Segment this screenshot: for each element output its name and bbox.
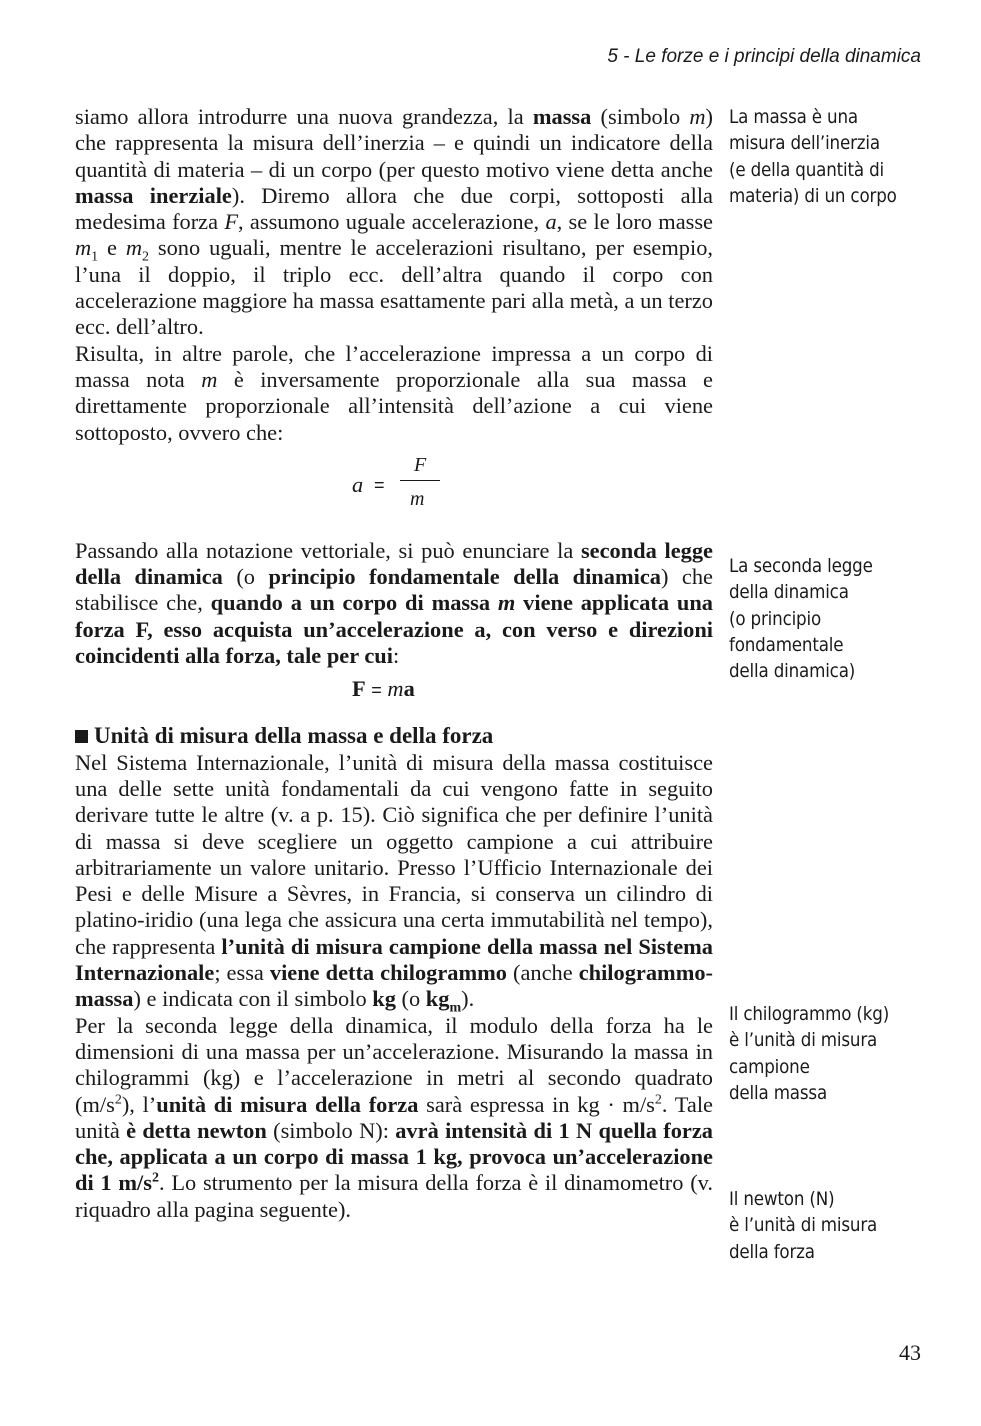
equation-lhs: a [352, 471, 364, 497]
sidenote-line: misura dell’inerzia [729, 132, 880, 155]
sidenote-line: La seconda legge [729, 555, 873, 577]
section-title: Unità di misura della massa e della forza [94, 723, 494, 749]
equation-force: F [352, 676, 366, 702]
equation-acceleration-vector: a [403, 676, 415, 702]
sidenote-mass [729, 104, 923, 209]
sidenote-line: della forza [729, 1240, 815, 1263]
equation-equals: = [374, 474, 385, 495]
sidenote-line: fondamentale [729, 633, 844, 656]
equation-acceleration [75, 448, 713, 524]
equation-mass: m [387, 676, 404, 702]
sidenote-newton [729, 1186, 923, 1265]
sidenote-line: materia) di un corpo [729, 184, 897, 207]
equation-equals-2: = [371, 680, 382, 701]
main-text-column [75, 104, 713, 1223]
equation-second-law [75, 669, 713, 709]
fraction-denominator: m [410, 487, 425, 510]
sidenote-line: La massa è una [729, 106, 858, 128]
paragraph-second-law: Passando alla notazione vettoriale, si può enunciare la seconda legge della dinamica (o principio fondamentale della dinamica) che stabilisce che, quando a un corpo di massa m viene applicata una forza F, esso acquista un’accelerazione a, con verso e direzioni coincidenti alla forza, tale per cui: [75, 537, 714, 669]
paragraph-mass-definition: siamo allora introdurre una nuova grandezza, la massa (simbolo m) che rappresenta la misura dell’inerzia – e quindi un indicatore della quantità di materia – di un corpo (per questo motivo viene detta anche massa inerziale). Diremo allora che due corpi, sottoposti alla medesima forza F, assumono uguale accelerazione, a, se le loro masse $m_1$ e $m_2$ sono uguali, mentre le accelerazioni risultano, per esempio, l’una il doppio, il triplo ecc. dell’altra quando il corpo con accelerazione maggiore ha massa esattamente pari alla metà, a un terzo ecc. dell’altro. [75, 104, 713, 340]
sidenote-line: (o principio [729, 607, 822, 630]
square-bullet-icon [75, 730, 88, 743]
paragraph-inverse-proportion: Risulta, in altre parole, che l’accelerazione impressa a un corpo di massa nota m è inversamente proporzionale alla sua massa e direttamente proporzionale all’intensità dell’azione a cui viene sottoposto, ovvero che: [75, 340, 714, 445]
sidenote-line: è l’unità di misura [729, 1214, 878, 1237]
fraction-numerator: F [414, 453, 427, 476]
paragraph-newton: Per la seconda legge della dinamica, il modulo della forza ha le dimensioni di una massa per un’accelerazione. Misurando la massa in chilogrammi (kg) e l’accelerazione in metri al secondo quadrato $(m/s^2)$, l’unità di misura della forza sarà espressa in kg · $m/s^2$. Tale unità è detta newton (simbolo N): avrà intensità di 1 N quella forza che, applicata a un corpo di massa 1 kg, provoca un’accelerazione di 1 $m/s^2$. Lo strumento per la misura della forza è il dinamometro (v. riquadro alla pagina seguente). [75, 1012, 714, 1222]
section-heading [75, 723, 713, 749]
fraction-bar [400, 480, 440, 481]
sidenote-line: della massa [729, 1081, 828, 1104]
running-header: 5 - Le forze e i principi della dinamica [607, 46, 921, 67]
paragraph-si-mass-unit: Nel Sistema Internazionale, l’unità di misura della massa costituisce una delle sette unità fondamentali da cui vengono fatte in seguito derivare tutte le altre (v. a p. 15). Ciò significa che per definire l’unità di massa si deve scegliere un oggetto campione a cui attribuire arbitrariamente un valore unitario. Presso l’Ufficio Internazionale dei Pesi e delle Misure a Sèvres, in Francia, si conserva un cilindro di platino-iridio (una lega che assicura una certa immutabilità nel tempo), che rappresenta l’unità di misura campione della massa nel Sistema Internazionale; essa viene detta chilogrammo (anche chilogrammo-massa) e indicata con il simbolo kg (o $kg_m$). [75, 749, 714, 1016]
sidenote-line: Il newton (N) [729, 1188, 835, 1210]
sidenote-line: campione [729, 1055, 810, 1078]
sidenote-second-law [729, 553, 923, 684]
sidenote-line: della dinamica [729, 581, 849, 604]
sidenote-kilogram [729, 1001, 923, 1106]
page-number: 43 [899, 1340, 921, 1365]
sidenote-line: (e della quantità di [729, 158, 884, 181]
sidenote-line: è l’unità di misura [729, 1029, 878, 1052]
sidenote-line: della dinamica) [729, 660, 856, 683]
sidenote-line: Il chilogrammo (kg) [729, 1003, 890, 1025]
